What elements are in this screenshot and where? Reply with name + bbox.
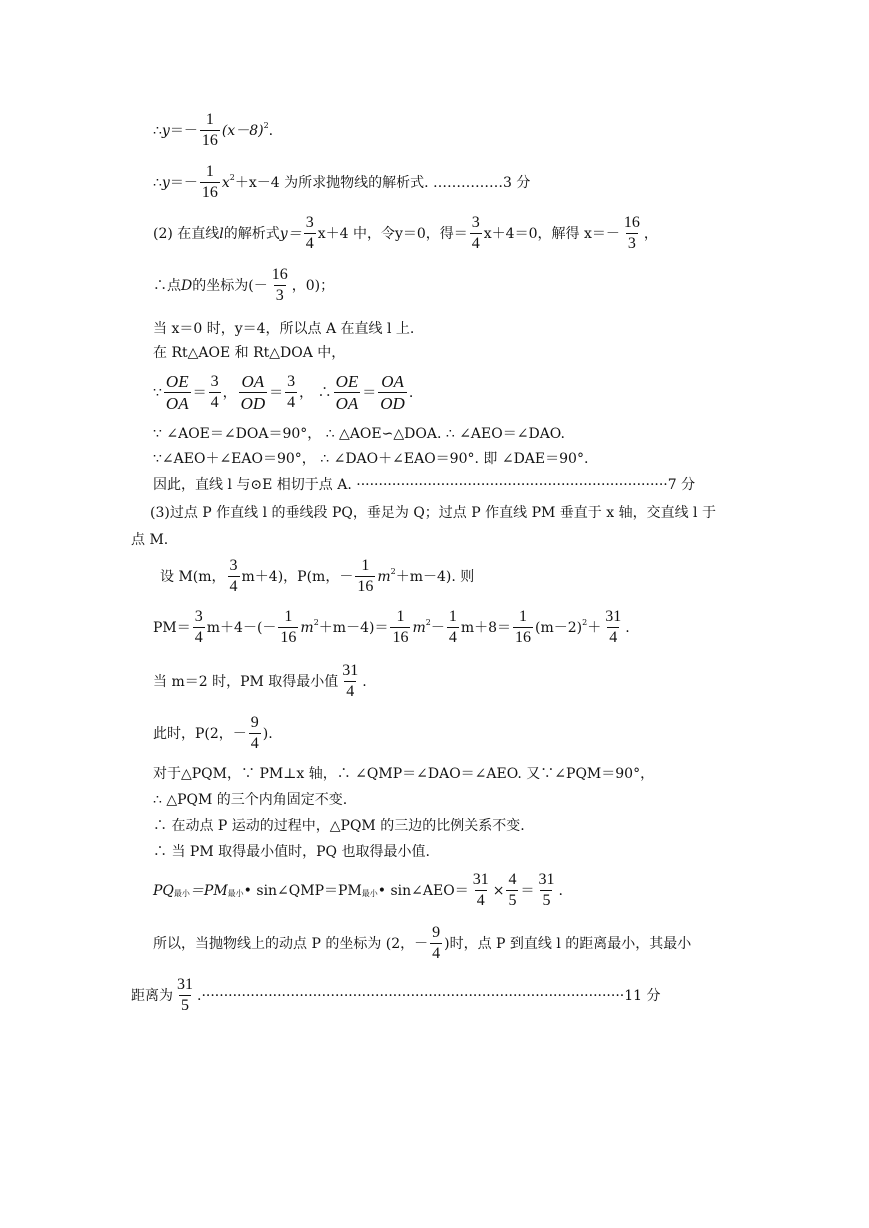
denominator: 16: [201, 132, 218, 149]
numerator: 1: [205, 163, 214, 180]
text: ＝: [520, 882, 535, 899]
numerator: 1: [284, 608, 293, 625]
denominator: OD: [240, 394, 266, 413]
text: 的解析式: [223, 225, 280, 242]
exponent: 2: [425, 617, 431, 627]
text: x＋4 中，令: [317, 225, 395, 242]
text: (m－2): [535, 619, 583, 636]
text: )时，点 P 到直线 l 的距离最小，其最小: [444, 935, 692, 952]
denominator: 4: [448, 629, 457, 646]
numerator: 16: [271, 266, 288, 283]
fraction: [200, 164, 220, 201]
text: m＋4－(－: [206, 619, 277, 636]
end-text: .: [268, 122, 274, 139]
line-3: [153, 215, 658, 252]
denominator: 4: [287, 394, 296, 411]
fraction: [175, 977, 195, 1014]
text: ， ∴: [299, 384, 332, 401]
denominator: 5: [181, 997, 189, 1014]
numerator: 1: [205, 111, 214, 128]
text: ，0)；: [291, 277, 335, 294]
fraction: [471, 872, 491, 909]
text: .: [408, 384, 414, 401]
text: 所以，当抛物线上的动点 P 的坐标为 (2，－: [153, 935, 429, 952]
var-l: l: [219, 225, 224, 242]
numerator: 1: [396, 608, 405, 625]
text: .: [625, 619, 630, 636]
fraction: [536, 872, 556, 909]
denominator: OD: [380, 394, 405, 413]
denominator: 16: [515, 629, 532, 646]
denominator: 3: [627, 235, 636, 252]
line-17: 对于△PQM，∵ PM⊥x 轴，∴ ∠QMP＝∠DAO＝∠AEO. 又∵∠PQM＝90°，: [153, 766, 655, 782]
text: y＝0，得＝: [394, 225, 468, 242]
line-7: [153, 373, 413, 412]
denominator: 4: [250, 735, 259, 752]
text: m＋4)，P(m，－: [241, 568, 354, 585]
fraction: [278, 609, 298, 646]
line-19: ∴ 在动点 P 运动的过程中，△PQM 的三边的比例关系不变.: [153, 818, 525, 834]
line-6: 在 Rt△AOE 和 Rt△DOA 中，: [153, 345, 346, 361]
denominator: 16: [201, 184, 218, 201]
denominator: 5: [508, 892, 517, 909]
text: ，: [643, 225, 658, 242]
numerator: 3: [287, 373, 296, 390]
therefore-text: ∴: [153, 122, 162, 139]
numerator: 31: [472, 871, 489, 888]
fraction: [430, 925, 442, 962]
numerator: 3: [305, 214, 314, 231]
line-22: [153, 925, 691, 962]
subscript: 最小: [173, 888, 190, 898]
numerator: OE: [335, 372, 359, 391]
text: ＋: [587, 619, 602, 636]
denominator: 4: [476, 892, 485, 909]
var-x: x: [221, 174, 230, 191]
times-text: ×: [492, 882, 505, 899]
fraction: [378, 373, 407, 412]
fraction: [506, 872, 518, 909]
text: ＋m－4)＝: [318, 619, 389, 636]
line-18: ∴ △PQM 的三个内角固定不变.: [153, 792, 348, 808]
fraction: [239, 373, 268, 412]
text: PM＝: [153, 619, 191, 636]
text: .: [362, 673, 367, 690]
numerator: 3: [471, 214, 480, 231]
line-15: [153, 663, 367, 700]
numerator: 31: [605, 608, 622, 625]
exponent: 2: [390, 566, 396, 576]
numerator: OA: [381, 372, 404, 391]
numerator: 3: [229, 557, 238, 574]
text: m＋8＝: [460, 619, 512, 636]
denominator: 4: [210, 394, 219, 411]
line-12: 点 M.: [131, 532, 169, 548]
numerator: 3: [194, 608, 203, 625]
text: ，: [222, 384, 237, 401]
numerator: 31: [538, 871, 555, 888]
fraction: [390, 609, 410, 646]
denominator: 4: [346, 683, 355, 700]
line-16: [153, 715, 273, 752]
numerator: 31: [177, 976, 193, 993]
line-21: [153, 872, 563, 909]
fraction: [355, 558, 375, 595]
text: 的坐标为(－: [192, 277, 268, 294]
fraction: [447, 609, 459, 646]
text: 此时，P(2，－: [153, 725, 247, 742]
text: • sin∠AEO＝: [377, 882, 469, 899]
therefore-text: ∴: [153, 174, 162, 191]
fraction: [603, 609, 623, 646]
text: .·······························································································11 分: [197, 987, 661, 1004]
denominator: 4: [471, 235, 480, 252]
numerator: 1: [361, 557, 370, 574]
fraction: [200, 112, 220, 149]
numerator: OA: [241, 372, 265, 391]
text: y＝: [279, 225, 302, 242]
numerator: 31: [342, 662, 359, 679]
because-text: ∵: [153, 384, 162, 401]
denominator: OA: [165, 394, 189, 413]
line-1: [153, 112, 273, 149]
numerator: 9: [432, 924, 441, 941]
fraction: [340, 663, 360, 700]
denominator: 16: [392, 629, 409, 646]
denominator: 4: [194, 629, 203, 646]
fraction: [228, 558, 240, 595]
denominator: 4: [305, 235, 314, 252]
line-8: ∵ ∠AOE＝∠DOA＝90°， ∴ △AOE∽△DOA. ∴ ∠AEO＝∠DAO.: [153, 426, 565, 442]
numerator: 16: [623, 214, 640, 231]
fraction: [209, 374, 221, 411]
text: ∴点: [153, 277, 181, 294]
numerator: 1: [448, 608, 457, 625]
text: ＝PM: [189, 882, 228, 899]
var-y: y: [161, 122, 170, 139]
line-10: 因此，直线 l 与⊙E 相切于点 A. ······································································7 分: [153, 477, 696, 493]
eq-text: ＝－: [169, 122, 198, 139]
exponent: 2: [229, 172, 235, 182]
line-5: 当 x＝0 时，y＝4，所以点 A 在直线 l 上.: [153, 321, 415, 337]
text: (2) 在直线: [153, 225, 220, 242]
text: －: [430, 619, 445, 636]
var-m: m: [377, 568, 391, 585]
expr-text: ＋x－4 为所求抛物线的解析式. ……………3 分: [234, 174, 531, 191]
line-14: [153, 609, 630, 646]
subscript: 最小: [361, 888, 378, 898]
fraction: [513, 609, 533, 646]
eq-text: ＝－: [169, 174, 198, 191]
text: 距离为: [131, 987, 173, 1004]
line-4: [153, 267, 334, 304]
text: ＋m－4). 则: [395, 568, 475, 585]
denominator: 3: [275, 287, 284, 304]
fraction: [270, 267, 290, 304]
text: x＋4＝0，解得 x＝－: [483, 225, 620, 242]
line-20: ∴ 当 PM 取得最小值时，PQ 也取得最小值.: [153, 844, 430, 860]
exponent: 2: [582, 617, 588, 627]
line-9: ∵∠AEO＋∠EAO＝90°， ∴ ∠DAO＋∠EAO＝90°. 即 ∠DAE＝90°.: [153, 451, 589, 467]
line-23: [131, 977, 660, 1014]
var-m: m: [412, 619, 426, 636]
fraction: [334, 373, 361, 412]
text: ＝: [192, 384, 207, 401]
fraction: [193, 609, 205, 646]
numerator: 1: [519, 608, 528, 625]
denominator: 4: [229, 578, 238, 595]
text: • sin∠QMP＝PM: [243, 882, 362, 899]
expr-text: (x－8): [221, 122, 264, 139]
var-D: D: [181, 277, 193, 294]
fraction: [285, 374, 297, 411]
text: ＝: [269, 384, 284, 401]
text: PQ: [153, 882, 174, 899]
var-m: m: [300, 619, 314, 636]
denominator: 16: [280, 629, 297, 646]
text: 当 m＝2 时，PM 取得最小值: [153, 673, 339, 690]
fraction: [304, 215, 316, 252]
line-11: (3)过点 P 作直线 l 的垂线段 PQ，垂足为 Q；过点 P 作直线 PM 垂直于 x 轴，交直线 l 于: [150, 505, 716, 521]
fraction: [249, 715, 261, 752]
text: ＝: [362, 384, 377, 401]
numerator: 3: [210, 373, 219, 390]
line-2: [153, 164, 530, 201]
numerator: 9: [250, 714, 259, 731]
exponent: 2: [263, 120, 269, 130]
denominator: OA: [335, 394, 359, 413]
subscript: 最小: [227, 888, 244, 898]
exponent: 2: [313, 617, 319, 627]
text: ).: [262, 725, 273, 742]
fraction: [622, 215, 642, 252]
line-13: [160, 558, 474, 595]
text: .: [558, 882, 563, 899]
numerator: 4: [508, 871, 517, 888]
text: 设 M(m，: [160, 568, 226, 585]
denominator: 4: [609, 629, 618, 646]
denominator: 16: [357, 578, 374, 595]
var-y: y: [161, 174, 170, 191]
fraction: [164, 373, 191, 412]
denominator: 5: [542, 892, 551, 909]
denominator: 4: [432, 945, 441, 962]
fraction: [470, 215, 482, 252]
numerator: OE: [165, 372, 189, 391]
